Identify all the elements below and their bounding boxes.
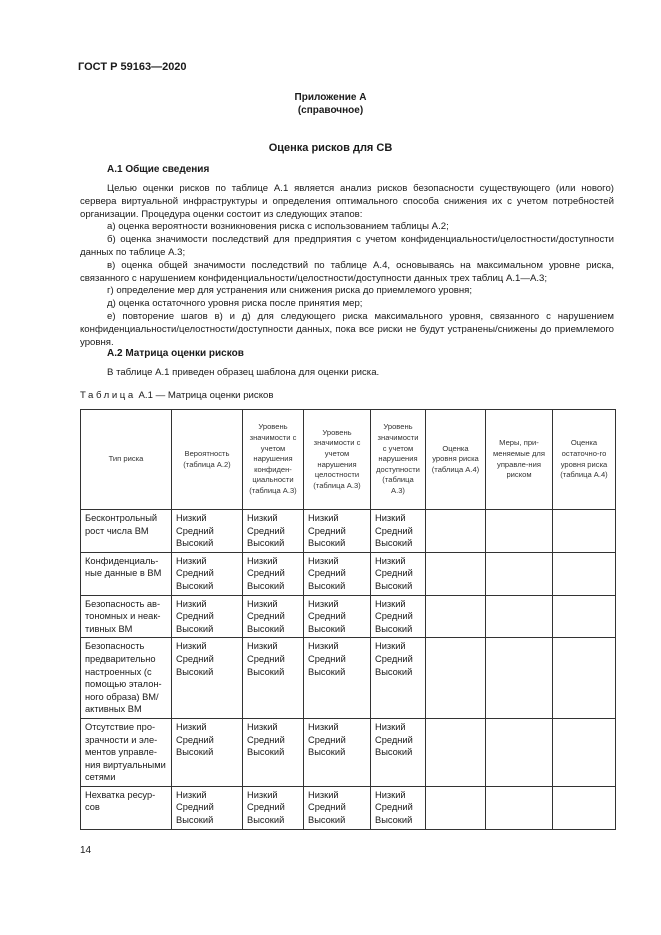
level-option: Средний: [375, 568, 413, 579]
level-option: Низкий: [375, 789, 406, 800]
risk-type-cell: Отсутствие про-зрачности и эле-ментов управле-ния виртуальными сетями: [81, 718, 172, 786]
level-option: Средний: [247, 525, 285, 536]
level-option: Высокий: [308, 538, 346, 549]
level-option: Низкий: [176, 789, 207, 800]
section-2-title: А.2 Матрица оценки рисков: [107, 348, 244, 359]
level-option: Средний: [247, 611, 285, 622]
level-option: Низкий: [247, 721, 278, 732]
level-option: Средний: [176, 525, 214, 536]
level-option: Высокий: [308, 623, 346, 634]
empty-cell: [486, 786, 553, 829]
level-option: Низкий: [375, 598, 406, 609]
level-option: Высокий: [176, 747, 214, 758]
level-option: Средний: [247, 802, 285, 813]
section-1-body: [80, 183, 614, 349]
level-cell: [243, 718, 304, 786]
level-option: Низкий: [375, 641, 406, 652]
table-row: [81, 638, 616, 719]
level-option: Средний: [308, 653, 346, 664]
level-option: Низкий: [308, 721, 339, 732]
paragraph: д) оценка остаточного уровня риска после принятия мер;: [107, 298, 363, 310]
level-option: Низкий: [247, 598, 278, 609]
level-option: Средний: [375, 802, 413, 813]
column-header: Меры, при-меняемые для управле-ния риском: [486, 410, 553, 510]
level-cell: [243, 638, 304, 719]
table-row: [81, 718, 616, 786]
empty-cell: [486, 638, 553, 719]
level-cell: [304, 786, 371, 829]
column-header: Оценка остаточно-го уровня риска (таблица А.4): [553, 410, 616, 510]
level-option: Средний: [375, 734, 413, 745]
level-option: Низкий: [247, 555, 278, 566]
level-option: Высокий: [176, 538, 214, 549]
appendix-note: (справочное): [297, 105, 364, 116]
table-row: [81, 510, 616, 553]
table-caption-prefix: Таблица: [80, 390, 136, 401]
paragraph: в) оценка общей значимости последствий по таблице А.4, основываясь на максимальном уровне риска, связанного с нарушением конфиденциальности/целостности/доступности данных трех таблиц А.1—А.3;: [80, 259, 614, 284]
level-option: Низкий: [308, 641, 339, 652]
level-option: Высокий: [375, 538, 413, 549]
level-option: Высокий: [176, 623, 214, 634]
column-header: Тип риска: [81, 410, 172, 510]
empty-cell: [486, 718, 553, 786]
risk-type-cell: Безопасность предварительно настроенных (с помощью эталон-ного образа) ВМ/ активных ВМ: [81, 638, 172, 719]
level-cell: [371, 786, 426, 829]
table-caption: [80, 390, 273, 401]
section-2-body: [80, 367, 614, 380]
level-cell: [371, 552, 426, 595]
empty-cell: [553, 786, 616, 829]
level-cell: [371, 638, 426, 719]
level-cell: [172, 786, 243, 829]
level-option: Низкий: [247, 789, 278, 800]
level-option: Средний: [308, 734, 346, 745]
level-option: Низкий: [375, 513, 406, 523]
empty-cell: [553, 718, 616, 786]
level-option: Высокий: [176, 666, 214, 677]
empty-cell: [426, 718, 486, 786]
empty-cell: [426, 552, 486, 595]
empty-cell: [553, 595, 616, 638]
level-option: Средний: [247, 734, 285, 745]
level-cell: [172, 638, 243, 719]
level-cell: [371, 718, 426, 786]
empty-cell: [486, 595, 553, 638]
level-option: Средний: [247, 568, 285, 579]
level-cell: [243, 510, 304, 553]
level-option: Низкий: [308, 598, 339, 609]
level-option: Высокий: [308, 747, 346, 758]
level-option: Высокий: [375, 666, 413, 677]
document-header: ГОСТ Р 59163—2020: [78, 61, 187, 73]
risk-type-cell: Бесконтрольный рост числа ВМ: [81, 510, 172, 553]
level-option: Низкий: [308, 789, 339, 800]
level-cell: [243, 552, 304, 595]
level-option: Высокий: [375, 580, 413, 591]
level-option: Низкий: [176, 721, 207, 732]
level-option: Средний: [176, 611, 214, 622]
level-cell: [243, 595, 304, 638]
level-cell: [304, 552, 371, 595]
level-option: Средний: [176, 568, 214, 579]
level-option: Высокий: [176, 580, 214, 591]
paragraph: а) оценка вероятности возникновения риска с использованием таблицы А.2;: [107, 221, 449, 233]
page-number: 14: [80, 845, 92, 856]
table-header-row: [81, 410, 616, 510]
column-header: Уровень значимости с учетом нарушения доступности (таблица А.3): [371, 410, 426, 510]
empty-cell: [426, 786, 486, 829]
level-option: Средний: [375, 525, 413, 536]
column-header: Оценка уровня риска (таблица А.4): [426, 410, 486, 510]
level-option: Высокий: [247, 623, 285, 634]
level-option: Высокий: [375, 623, 413, 634]
empty-cell: [553, 510, 616, 553]
risk-type-cell: Нехватка ресур-сов: [81, 786, 172, 829]
level-option: Низкий: [176, 598, 207, 609]
level-option: Средний: [308, 525, 346, 536]
empty-cell: [486, 510, 553, 553]
level-cell: [304, 638, 371, 719]
empty-cell: [553, 638, 616, 719]
risk-matrix-table: [80, 409, 616, 830]
empty-cell: [426, 638, 486, 719]
level-option: Средний: [308, 802, 346, 813]
paragraph: В таблице А.1 приведен образец шаблона для оценки риска.: [107, 367, 380, 378]
paragraph: г) определение мер для устранения или снижения риска до приемлемого уровня;: [107, 285, 473, 297]
level-option: Средний: [375, 611, 413, 622]
level-option: Высокий: [247, 747, 285, 758]
table-row: [81, 786, 616, 829]
level-option: Низкий: [308, 555, 339, 566]
table-row: [81, 552, 616, 595]
level-cell: [304, 718, 371, 786]
level-option: Низкий: [375, 721, 406, 732]
level-option: Высокий: [247, 815, 285, 826]
table-caption-text: А.1 — Матрица оценки рисков: [138, 390, 274, 401]
section-1-title: А.1 Общие сведения: [107, 164, 210, 175]
column-header: Вероятность (таблица А.2): [172, 410, 243, 510]
level-option: Высокий: [247, 666, 285, 677]
level-cell: [172, 552, 243, 595]
level-cell: [304, 510, 371, 553]
level-option: Высокий: [308, 580, 346, 591]
table-row: [81, 595, 616, 638]
level-cell: [172, 718, 243, 786]
level-cell: [172, 510, 243, 553]
level-cell: [371, 510, 426, 553]
level-option: Средний: [176, 653, 214, 664]
level-cell: [172, 595, 243, 638]
level-option: Низкий: [176, 513, 207, 523]
level-option: Низкий: [176, 555, 207, 566]
level-option: Средний: [308, 611, 346, 622]
level-cell: [304, 595, 371, 638]
level-option: Высокий: [375, 747, 413, 758]
empty-cell: [426, 595, 486, 638]
column-header: Уровень значимости с учетом нарушения конфиден-циальности (таблица А.3): [243, 410, 304, 510]
level-option: Низкий: [247, 641, 278, 652]
paragraph: Целью оценки рисков по таблице А.1 является анализ рисков безопасности существующего (или нового) сервера виртуальной инфраструктуры и определения оптимального способа снижения их с учетом потребностей организации. Процедура оценки состоит из следующих этапов:: [80, 183, 614, 220]
level-option: Высокий: [176, 815, 214, 826]
level-option: Средний: [176, 802, 214, 813]
level-option: Низкий: [247, 513, 278, 523]
level-option: Высокий: [308, 815, 346, 826]
level-option: Низкий: [308, 513, 339, 523]
level-option: Высокий: [375, 815, 413, 826]
level-option: Низкий: [375, 555, 406, 566]
level-cell: [243, 786, 304, 829]
table-body: [81, 510, 616, 830]
paragraph: б) оценка значимости последствий для предприятия с учетом конфиденциальности/целостности/доступности данных по таблице А.3;: [80, 234, 614, 258]
risk-type-cell: Конфиденциаль-ные данные в ВМ: [81, 552, 172, 595]
appendix-title: Приложение А: [294, 92, 367, 103]
level-option: Высокий: [247, 538, 285, 549]
level-option: Средний: [375, 653, 413, 664]
level-option: Низкий: [176, 641, 207, 652]
level-option: Высокий: [247, 580, 285, 591]
level-option: Высокий: [308, 666, 346, 677]
empty-cell: [486, 552, 553, 595]
level-option: Средний: [247, 653, 285, 664]
level-option: Средний: [308, 568, 346, 579]
empty-cell: [426, 510, 486, 553]
level-cell: [371, 595, 426, 638]
risk-type-cell: Безопасность ав-тономных и неак-тивных ВМ: [81, 595, 172, 638]
paragraph: е) повторение шагов в) и д) для следующего риска максимального уровня, связанного с нарушением конфиденциальности/целостности/доступности данных, пока все риски не будут устранены/снижены до приемлемого уровня.: [80, 310, 614, 348]
appendix-heading: Оценка рисков для СВ: [268, 142, 393, 154]
column-header: Уровень значимости с учетом нарушения целостности (таблица А.3): [304, 410, 371, 510]
level-option: Средний: [176, 734, 214, 745]
empty-cell: [553, 552, 616, 595]
